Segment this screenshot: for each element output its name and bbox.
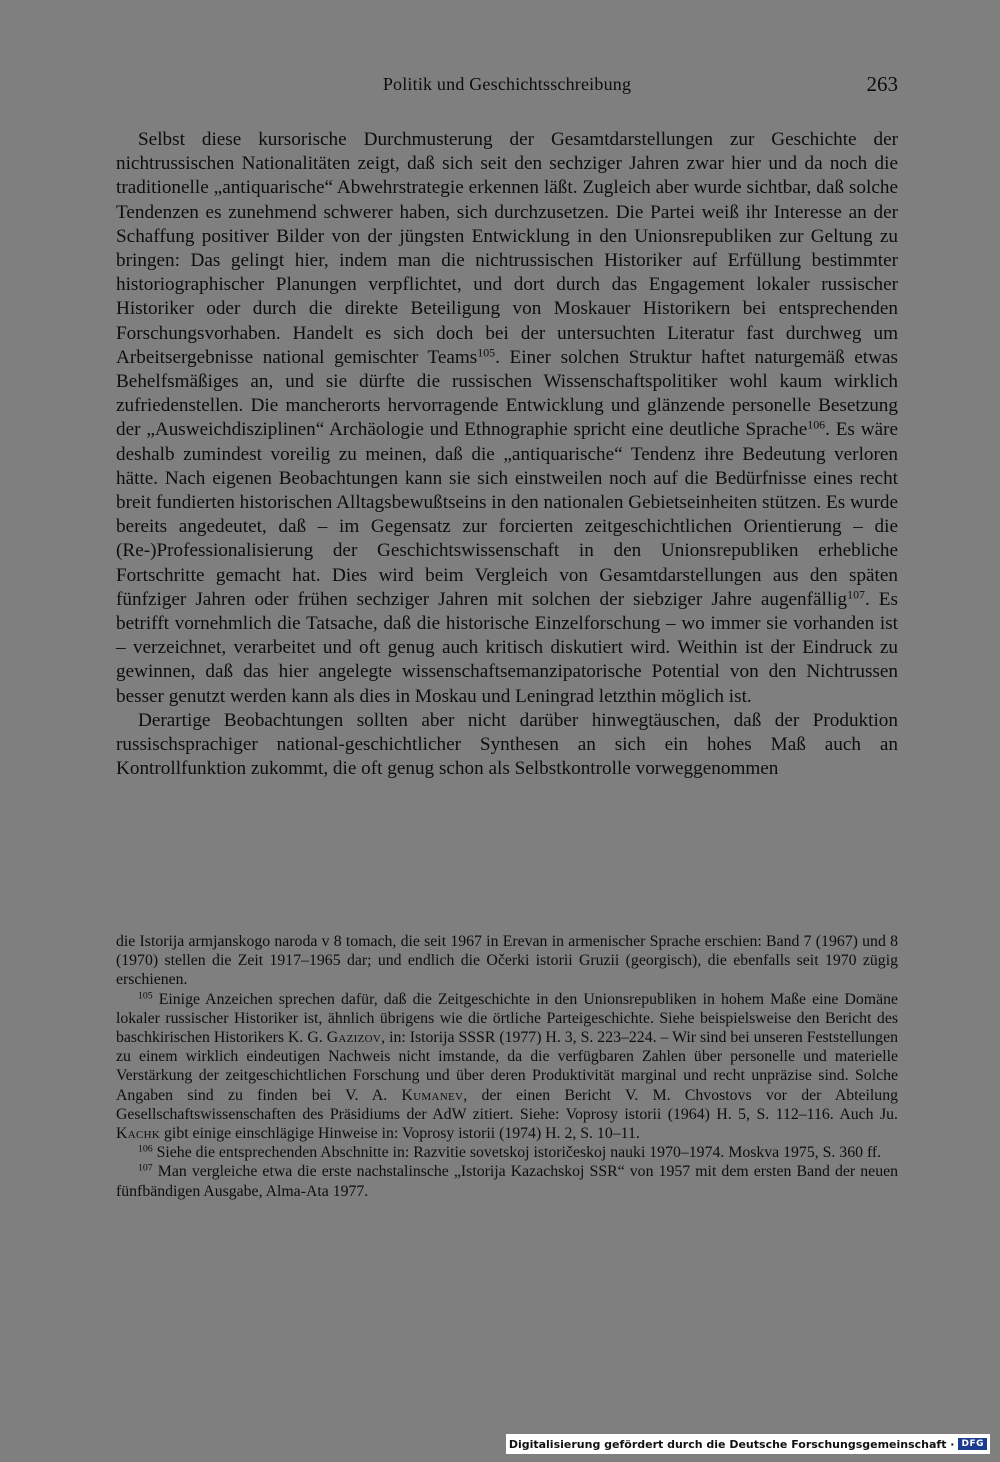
author-name: Gazizov <box>326 1029 382 1047</box>
running-title: Politik und Geschichtsschreibung <box>382 74 632 94</box>
footnote-107 <box>116 1162 898 1200</box>
main-text <box>116 128 898 781</box>
paragraph-text: Selbst diese kursorische Durchmusterung der Gesamtdarstellungen zur Geschichte der nichtrussischen Nationalitäten zeigt, daß sich seit den sechziger Jahren zwar hier und da noch die traditionelle „antiquarische“ Abwehrstrategie erkennen läßt. Zugleich aber wurde sichtbar, daß solche Tendenzen es zunehmend schwerer haben, sich durchzusetzen. Die Partei weiß ihr Interesse an der Schaffung positiver Bilder von der jüngsten Entwicklung in den Unionsrepubliken zur Geltung zu bringen: Das gelingt hier, indem man die nichtrussischen Historiker auf Erfüllung bestimmter historiographischer Planungen verpflichtet, und dort durch das Engagement lokaler russischer Historiker oder durch die direkte Beteiligung von Moskauer Historikern bei entsprechenden Forschungsvorhaben. Handelt es sich doch bei der untersuchten Literatur fast durchweg um Arbeitsergebnisse national gemischter Teams <box>116 129 898 368</box>
footnote-ref: 107 <box>847 587 865 602</box>
footnote-ref: 105 <box>477 345 496 360</box>
footnote-text: Siehe die entsprechenden Abschnitte in: Razvitie sovetskoj istoričeskoj nauki 1970–1974. Moskva 1975, S. 360 ff. <box>152 1144 882 1162</box>
footnote-106 <box>116 1143 898 1162</box>
footnote-text: Man vergleiche etwa die erste nachstalinsche „Istorija Kazachskoj SSR“ von 1957 mit dem ersten Band der neuen fünfbändigen Ausgabe, Alma-Ata 1977. <box>116 1163 898 1200</box>
dfg-logo-icon: DFG <box>958 1438 987 1450</box>
credit-text: Digitalisierung gefördert durch die Deutsche Forschungsgemeinschaft · <box>508 1437 955 1451</box>
paragraph-text: . Es wäre deshalb zumindest voreilig zu meinen, daß die „antiquarische“ Tendenz ihre Bedeutung verloren hätte. Nach eigenen Beobachtungen kann sie sich einstweilen noch auf die Bedürfnisse eines recht breit fundierten historischen Alltagsbewußtseins in den nationalen Gebietseinheiten stützen. Es wurde bereits angedeutet, daß – im Gegensatz zur forcierten zeitgeschichtlichen Orientierung – die (Re-)Professionalisierung der Geschichtswissenschaft in den Unionsrepubliken erhebliche Fortschritte gemacht hat. Dies wird beim Vergleich von Gesamtdarstellungen aus den späten fünfziger Jahren oder frühen sechziger Jahren mit solchen der siebziger Jahre augenfällig <box>116 419 898 610</box>
footnote-number: 106 <box>138 1143 153 1155</box>
footnote-text: Einige Anzeichen sprechen dafür, daß die Zeitgeschichte in den Unionsrepubliken in hohem Maße eine Domäne lokaler russischer Historiker ist, ähnlich übrigens wie die örtliche Parteigeschichte. Siehe beispielsweise den Bericht des baschkirischen Historikers K. G. <box>116 990 898 1047</box>
page-number: 263 <box>866 72 898 96</box>
footnote-105 <box>116 990 898 1144</box>
paragraph-text: . Es betrifft vornehmlich die Tatsache, daß die historische Einzelforschung – wo immer sie vorhanden ist – verzeichnet, verarbeitet und oft genug auch kritisch diskutiert wird. Weithin ist der Eindruck zu gewinnen, daß das hier angelegte wissenschaftsemanzipatorische Potential von den Nichtrussen besser genutzt werden kann als dies in Moskau und Leningrad letzthin möglich ist. <box>116 588 898 707</box>
footnotes <box>116 932 898 1201</box>
paragraph: Derartige Beobachtungen sollten aber nicht darüber hinwegtäuschen, daß der Produktion russischsprachiger national-geschichtlicher Synthesen an sich ein hohes Maß auch an Kontrollfunktion zukommt, die oft genug schon als Selbstkontrolle vorweggenommen <box>116 709 898 780</box>
footnote-text: gibt einige einschlägige Hinweise in: Voprosy istorii (1974) H. 2, S. 10–11. <box>160 1125 640 1143</box>
footnote-number: 105 <box>138 990 153 1002</box>
author-name: Kachk <box>116 1125 161 1143</box>
footnote-text: , in: Istorija SSSR (1977) H. 3, S. 223–224. – Wir sind bei unseren Feststellungen zu einem wirklich eindeutigen Nachweis nicht imstande, da die verfügbaren Zahlen über personelle und materielle Verstärkung der zeitgeschichtlichen Forschung und über deren Produktivität marginal und recht unpräzise sind. Solche Angaben sind zu finden bei V. A. <box>116 1029 898 1104</box>
paragraph <box>116 128 898 709</box>
page-header <box>116 74 898 98</box>
paragraph-text: . Einer solchen Struktur haftet naturgemäß etwas Behelfsmäßiges an, und sie dürfte die russischen Wissenschaftspolitiker wohl kaum wirklich zufriedenstellen. Die mancherorts hervorragende Entwicklung und glänzende personelle Besetzung der „Ausweichdisziplinen“ Archäologie und Ethnographie spricht eine deutliche Sprache <box>116 346 898 441</box>
digitization-credit <box>506 1434 990 1454</box>
footnote-continuation: die Istorija armjanskogo naroda v 8 tomach, die seit 1967 in Erevan in armenischer Sprache erschien: Band 7 (1967) und 8 (1970) stellen die Zeit 1917–1965 dar; und endlich die Očerki istorii Gruzii (georgisch), die ebenfalls seit 1970 zügig erschienen. <box>116 933 898 989</box>
footnote-text: , der einen Bericht V. M. Chvostovs vor der Abteilung Gesellschaftswissenschaften des Präsidiums der AdW zitiert. Siehe: Voprosy istorii (1964) H. 5, S. 112–116. Auch Ju. <box>116 1086 898 1123</box>
author-name: Kumanev <box>401 1086 464 1104</box>
footnote-number: 107 <box>138 1163 153 1175</box>
footnote-ref: 106 <box>807 417 826 432</box>
